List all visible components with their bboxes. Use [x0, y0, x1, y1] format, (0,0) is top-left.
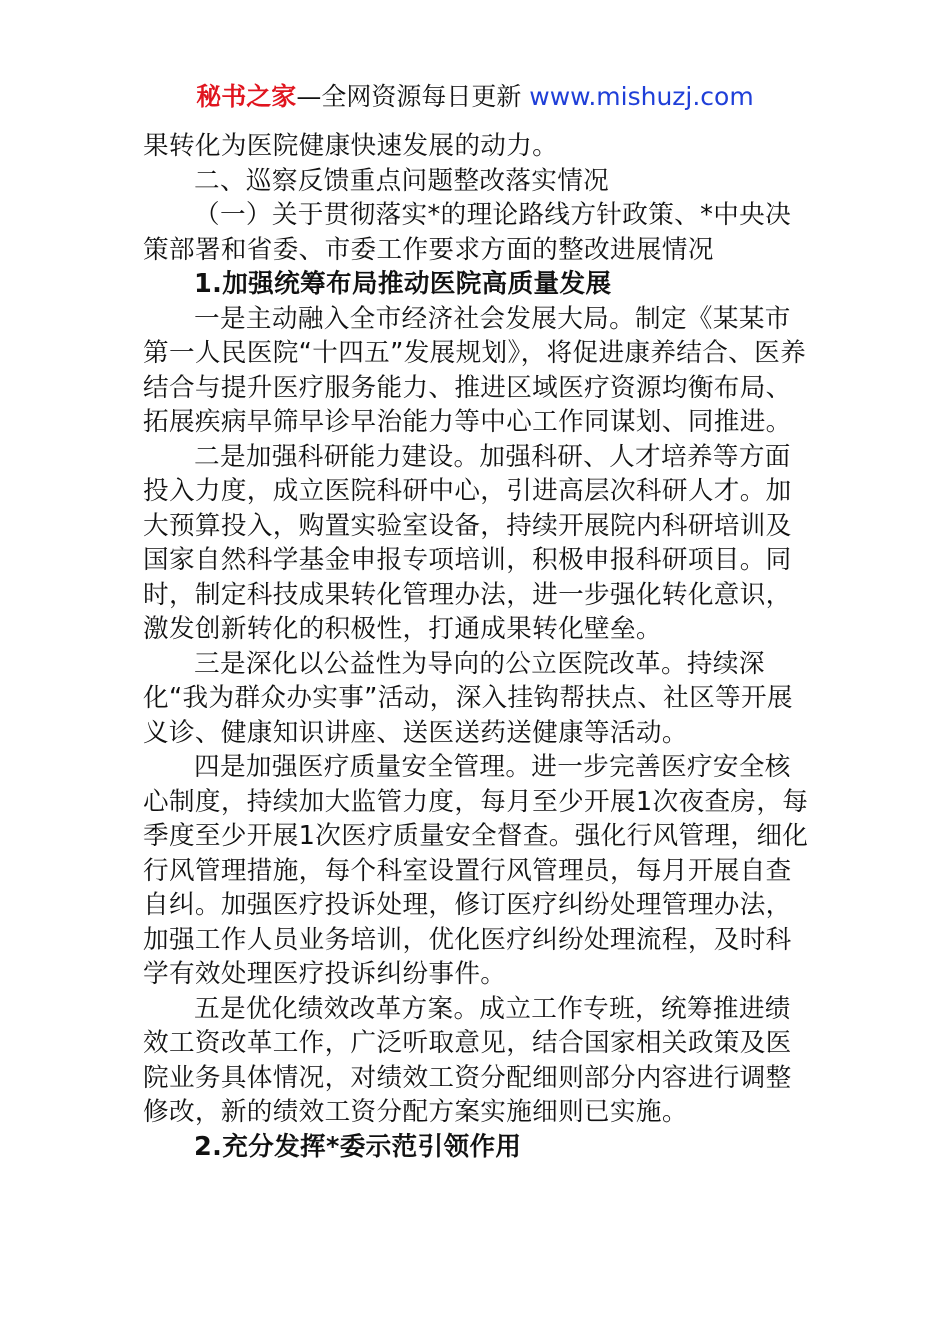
site-banner — [0, 80, 950, 114]
paragraph-item-3: 三是深化以公益性为导向的公立医院改革。持续深化“我为群众办实事”活动，深入挂钩帮扶点、社区等开展义诊、健康知识讲座、送医送药送健康等活动。 — [143, 648, 793, 748]
section-heading: 二、巡察反馈重点问题整改落实情况 — [194, 165, 610, 196]
subsection-heading: （一）关于贯彻落实*的理论路线方针政策、*中央决策部署和省委、市委工作要求方面的整改进展情况 — [143, 200, 792, 265]
paragraph-item-4: 四是加强医疗质量安全管理。进一步完善医疗安全核心制度，持续加大监管力度，每月至少开展1次夜查房，每季度至少开展1次医疗质量安全督查。强化行风管理，细化行风管理措施，每个科室设置行风管理员，每月开展自查自纠。加强医疗投诉处理，修订医疗纠纷处理管理办法，加强工作人员业务培训，优化医疗纠纷处理流程，及时科学有效处理医疗投诉纠纷事件。 — [143, 752, 809, 989]
paragraph-item-2: 二是加强科研能力建设。加强科研、人才培养等方面投入力度，成立医院科研中心，引进高层次科研人才。加大预算投入，购置实验室设备，持续开展院内科研培训及国家自然科学基金申报专项培训，积极申报科研项目。同时，制定科技成果转化管理办法，进一步强化转化意识，激发创新转化的积极性，打通成果转化壁垒。 — [143, 441, 792, 644]
document-body — [143, 129, 811, 1164]
banner-slogan: —全网资源每日更新 — [296, 82, 522, 111]
site-url-link[interactable]: www.mishuzj.com — [529, 82, 754, 111]
brand-name: 秘书之家 — [196, 82, 297, 111]
paragraph-item-1: 一是主动融入全市经济社会发展大局。制定《某某市第一人民医院“十四五”发展规划》，将促进康养结合、医养结合与提升医疗服务能力、推进区域医疗资源均衡布局、拓展疾病早筛早诊早治能力等中心工作同谋划、同推进。 — [143, 303, 807, 437]
paragraph-item-5: 五是优化绩效改革方案。成立工作专班，统筹推进绩效工资改革工作，广泛听取意见，结合国家相关政策及医院业务具体情况，对绩效工资分配细则部分内容进行调整修改，新的绩效工资分配方案实施细则已实施。 — [143, 993, 792, 1127]
paragraph-continuation: 果转化为医院健康快速发展的动力。 — [143, 131, 559, 161]
item-heading-1: 1.加强统筹布局推动医院高质量发展 — [194, 269, 612, 299]
item-heading-2: 2.充分发挥*委示范引领作用 — [194, 1131, 522, 1162]
